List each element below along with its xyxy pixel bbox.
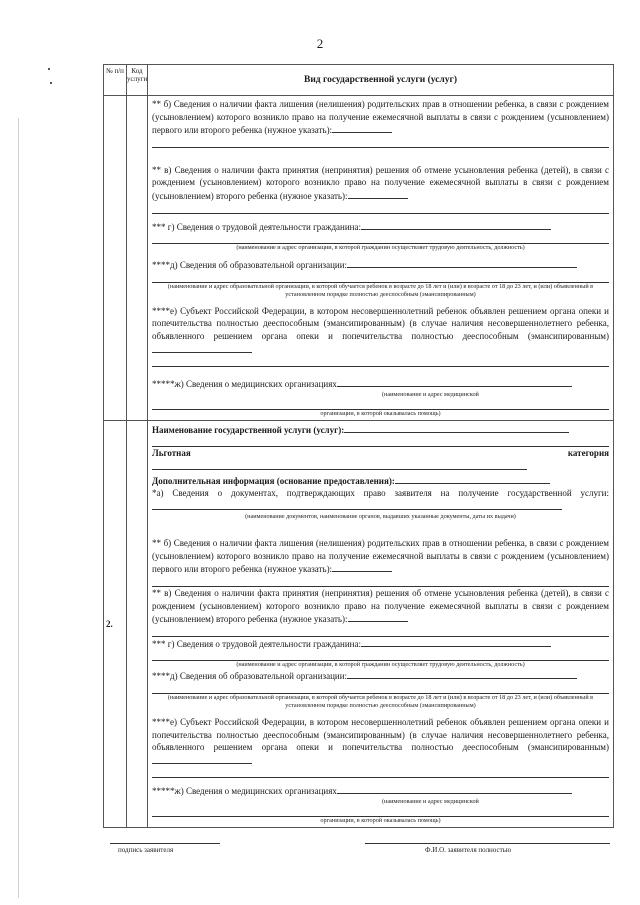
section-v-text: ** в) Сведения о наличии факта принятия (непринятия) решения об отмене усыновления ребенка (детей), в связи с рождением (усыновлением) которого возникло право на получение ежемесячной выплаты в связи с рождением (усыновлением) второго ребенка (нужное указать): (152, 588, 609, 625)
section-g-caption: (наименование и адрес организации, в которой гражданин осуществляет трудовую деятельность, должность) (236, 661, 525, 669)
section-b-field-line[interactable] (152, 137, 609, 148)
section-e-field[interactable] (152, 343, 252, 353)
service-name-field-line[interactable] (152, 436, 609, 447)
section-zh-field-line[interactable] (152, 806, 609, 817)
category-field[interactable] (152, 460, 527, 470)
service-name (152, 423, 609, 437)
services-table (103, 64, 614, 828)
header-col-code: Код услуги (127, 65, 148, 96)
applicant-name-line[interactable] (365, 843, 610, 844)
section-zh (152, 784, 609, 798)
table-row (104, 420, 614, 827)
section-a-caption: (наименование документов, наименование органов, выдавших указанные документы, даты их выдачи) (245, 513, 516, 521)
section-v-field[interactable] (348, 189, 408, 199)
section-d-field[interactable] (347, 669, 577, 679)
section-d-field-line[interactable] (152, 683, 609, 694)
additional-info (152, 474, 609, 488)
section-b-text: ** б) Сведения о наличии факта лишения (нелишения) родительских прав в отношении ребенка, в связи с рождением (усыновлением) которого возникло право на получение ежемесячной выплаты в связи с рождением (усыновлением) первого или второго ребенка (нужное указать): (152, 99, 609, 136)
row-code-cell[interactable] (127, 420, 148, 827)
section-v-field[interactable] (348, 612, 408, 622)
section-d (152, 258, 609, 272)
section-zh-text: *****ж) Сведения о медицинских организациях (152, 786, 337, 797)
section-e-field-line[interactable] (152, 767, 609, 778)
section-d-field[interactable] (347, 258, 577, 268)
section-v (152, 164, 609, 203)
section-v (152, 587, 609, 626)
category (152, 447, 609, 473)
section-a-field[interactable] (152, 500, 562, 510)
section-a (152, 487, 609, 513)
section-g (152, 220, 609, 234)
section-zh-field-line[interactable] (152, 399, 609, 410)
section-v-field-line[interactable] (152, 203, 609, 214)
section-zh-caption: (наименование и адрес медицинской (382, 390, 479, 398)
service-name-field[interactable] (344, 423, 569, 433)
section-b (152, 537, 609, 576)
section-zh-field[interactable] (337, 377, 572, 387)
additional-info-label: Дополнительная информация (основание предоставления): (152, 475, 395, 486)
section-a-text: *а) Сведения о документах, подтверждающих право заявителя на получение государственной услуги: (152, 488, 609, 499)
section-e (152, 305, 609, 356)
category-label: Льготная категория (152, 448, 609, 459)
section-b-text: ** б) Сведения о наличии факта лишения (нелишения) родительских прав в отношении ребенка, в связи с рождением (усыновлением) которого возникло право на получение ежемесячной выплаты в связи с рождением (усыновлением) первого или второго ребенка (нужное указать): (152, 538, 609, 575)
header-col-service: Вид государственной услуги (услуг) (148, 65, 614, 96)
section-zh-caption: (наименование и адрес медицинской (382, 798, 479, 805)
section-d-field-line[interactable] (152, 272, 609, 283)
page-number: 2 (316, 36, 324, 51)
section-b-field-line[interactable] (152, 576, 609, 587)
section-g (152, 637, 609, 651)
row-content (148, 96, 614, 421)
signature-caption: подпись заявителя (118, 846, 174, 854)
additional-info-field[interactable] (395, 474, 550, 484)
scan-edge-line (18, 118, 19, 898)
section-g-field-line[interactable] (152, 650, 609, 661)
row-number: 2. (104, 420, 127, 827)
section-b-field[interactable] (332, 123, 392, 133)
section-d (152, 669, 609, 683)
section-e-field-line[interactable] (152, 356, 609, 367)
section-g-field-line[interactable] (152, 233, 609, 244)
section-d-text: ****д) Сведения об образовательной организации: (152, 260, 348, 271)
section-v-text: ** в) Сведения о наличии факта принятия (непринятия) решения об отмене усыновления ребенка (детей), в связи с рождением (усыновлением) которого возникло право на получение ежемесячной выплаты в связи с рождением (усыновлением) второго ребенка (нужное указать): (152, 164, 609, 201)
section-zh-caption-2: организации, в которой оказывалась помощь) (320, 409, 441, 417)
section-zh-caption-2: организации, в которой оказывалась помощь) (320, 817, 441, 824)
header-col-number: № п/п (104, 65, 127, 96)
section-d-caption: (наименование и адрес образовательной организации, в которой обучается ребенок в возрасте до 18 лет и (или) в возрасте от 18 до 23 лет, и (или) объявленный в установленном порядке полностью дееспособным (эмансипированным) (167, 282, 594, 298)
section-e (152, 716, 609, 767)
row-number (104, 96, 127, 421)
section-e-text: ****е) Субъект Российской Федерации, в котором несовершеннолетний ребенок объявлен решением органа опеки и попечительства полностью дееспособным (эмансипированным) (в случае наличия несовершеннолетнего ребенка, объявленного решением органа опеки и попечительства полностью дееспособным (эмансипированным) (152, 305, 609, 341)
section-g-field[interactable] (361, 220, 551, 230)
table-row (104, 96, 614, 421)
scan-speck (48, 68, 50, 70)
signature-line[interactable] (110, 843, 220, 844)
section-g-text: *** г) Сведения о трудовой деятельности гражданина: (152, 221, 361, 232)
section-zh (152, 377, 609, 391)
row-code-cell[interactable] (127, 96, 148, 421)
section-e-text: ****е) Субъект Российской Федерации, в котором несовершеннолетний ребенок объявлен решением органа опеки и попечительства полностью дееспособным (эмансипированным) (в случае наличия несовершеннолетнего ребенка, объявленного решением органа опеки и попечительства полностью дееспособным (эмансипированным) (152, 717, 609, 753)
section-b-field[interactable] (332, 562, 392, 572)
table-header-row (104, 65, 614, 96)
section-zh-text: *****ж) Сведения о медицинских организациях (152, 379, 337, 390)
section-g-caption: (наименование и адрес организации, в которой гражданин осуществляет трудовую деятельность, должность) (236, 244, 525, 252)
section-zh-field[interactable] (337, 784, 572, 794)
section-g-text: *** г) Сведения о трудовой деятельности гражданина: (152, 638, 361, 649)
section-d-text: ****д) Сведения об образовательной организации: (152, 671, 348, 682)
section-v-field-line[interactable] (152, 626, 609, 637)
row-content (148, 420, 614, 827)
section-g-field[interactable] (361, 637, 551, 647)
section-e-field[interactable] (152, 754, 252, 764)
section-b (152, 98, 609, 137)
service-name-label: Наименование государственной услуги (услуг): (152, 424, 345, 435)
scan-speck (50, 82, 52, 84)
section-d-caption: (наименование и адрес образовательной организации, в которой обучается ребенок в возрасте до 18 лет и (или) в возрасте от 18 до 23 лет, и (или) объявленный в установленном порядке полностью дееспособным (эмансипированным) (167, 694, 594, 710)
applicant-name-caption: Ф.И.О. заявителя полностью (425, 846, 512, 854)
